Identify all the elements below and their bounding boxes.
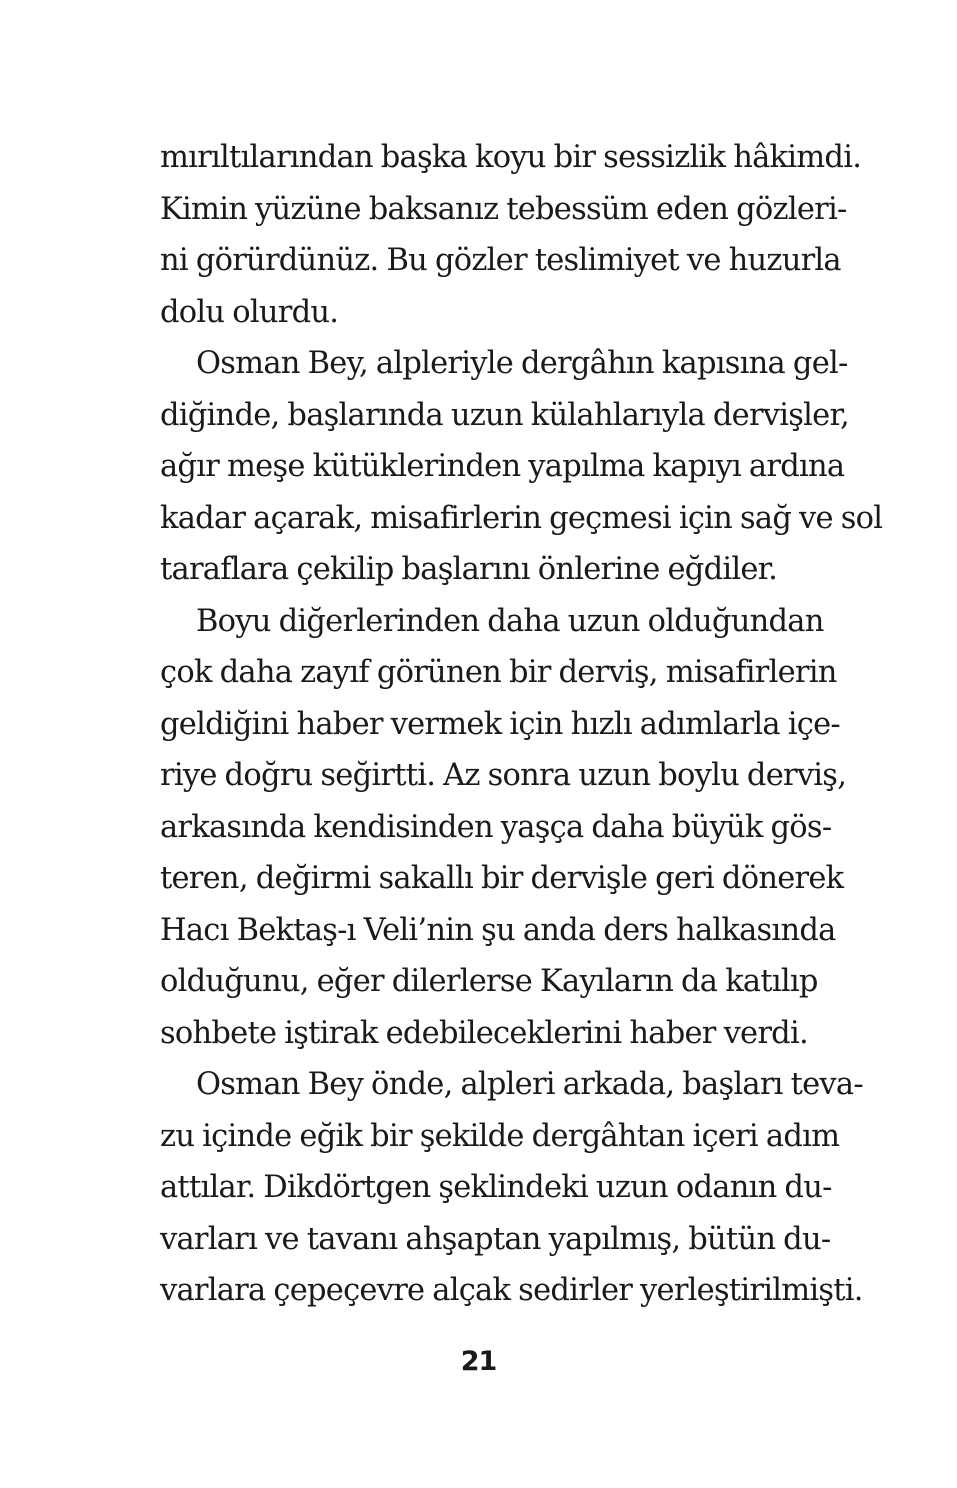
body-text xyxy=(160,132,883,1317)
text-line: çok daha zayıf görünen bir derviş, misafirlerin xyxy=(160,655,837,690)
text-line: diğinde, başlarında uzun külahlarıyla dervişler, xyxy=(160,397,849,433)
text-line: Hacı Bektaş-ı Veli’nin şu anda ders halkasında xyxy=(160,912,836,948)
text-line: dolu olurdu. xyxy=(160,294,339,330)
text-line: teren, değirmi sakallı bir dervişle geri dönerek xyxy=(160,861,844,896)
text-line: zu içinde eğik bir şekilde dergâhtan içeri adım xyxy=(160,1118,840,1154)
text-line: varlara çepeçevre alçak sedirler yerleştirilmişti. xyxy=(160,1273,863,1308)
text-line: Kimin yüzüne baksanız tebessüm eden gözleri- xyxy=(160,191,847,227)
text-line: Osman Bey, alpleriyle dergâhın kapısına gel- xyxy=(196,346,848,381)
text-line: ağır meşe kütüklerinden yapılma kapıyı ardına xyxy=(160,449,845,484)
text-line: geldiğini haber vermek için hızlı adımlarla içe- xyxy=(160,706,840,742)
text-line: kadar açarak, misafirlerin geçmesi için sağ ve sol xyxy=(160,500,883,536)
text-line: varları ve tavanı ahşaptan yapılmış, bütün du- xyxy=(160,1221,831,1257)
text-line: sohbete iştirak edebileceklerini haber verdi. xyxy=(160,1015,808,1051)
text-line: attılar. Dikdörtgen şeklindeki uzun odanın du- xyxy=(160,1170,832,1205)
text-line: olduğunu, eğer dilerlerse Kayıların da katılıp xyxy=(160,964,818,999)
text-line: arkasında kendisinden yaşça daha büyük gös- xyxy=(160,809,832,845)
text-line: Boyu diğerlerinden daha uzun olduğundan xyxy=(196,603,824,639)
text-line: taraflara çekilip başlarını önlerine eğdiler. xyxy=(160,552,778,587)
text-line: riye doğru seğirtti. Az sonra uzun boylu derviş, xyxy=(160,758,847,793)
page-number: 21 xyxy=(460,1346,497,1377)
text-line: mırıltılarından başka koyu bir sessizlik hâkimdi. xyxy=(160,140,862,175)
text-line: Osman Bey önde, alpleri arkada, başları teva- xyxy=(196,1067,863,1102)
text-line: ni görürdünüz. Bu gözler teslimiyet ve huzurla xyxy=(160,243,841,278)
